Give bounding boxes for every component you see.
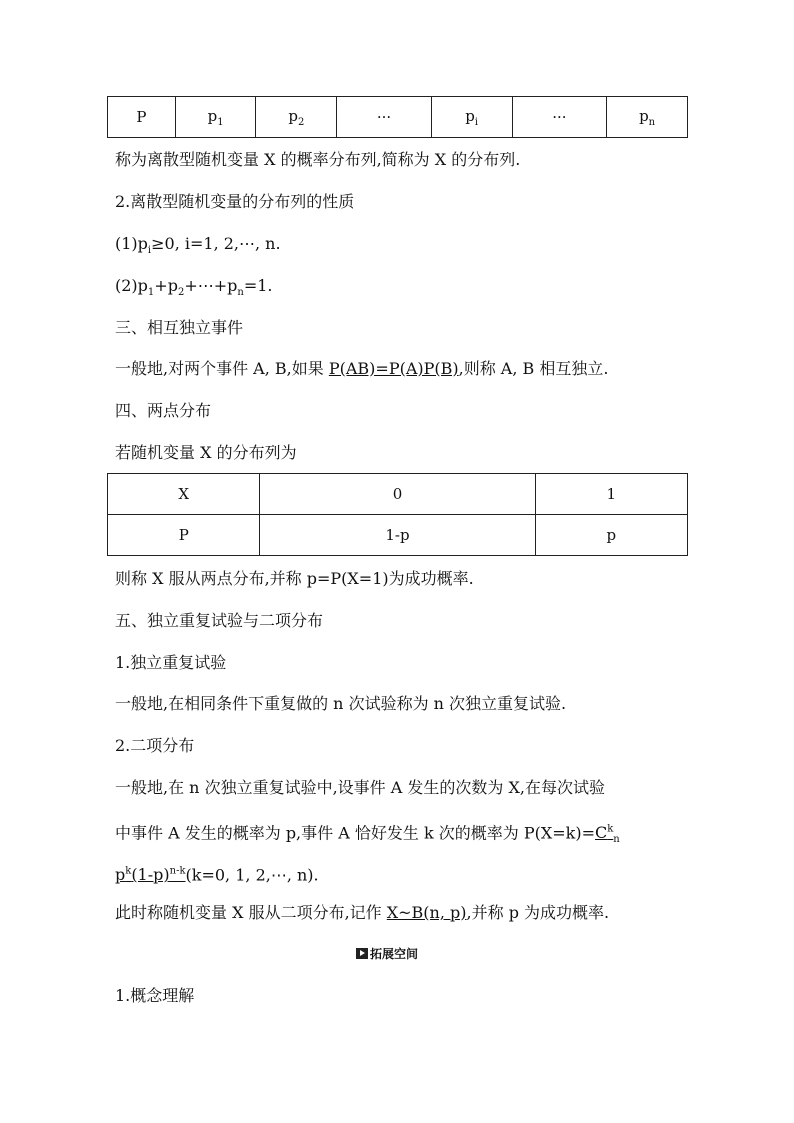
text-line: $(1)p_i\ge 0$, i=1, 2,⋯, n. bbox=[115, 234, 281, 257]
section-heading: 2.二项分布 bbox=[115, 736, 195, 755]
table-cell: ··· bbox=[337, 97, 432, 138]
speaker-icon bbox=[356, 948, 368, 959]
section-heading: 1.独立重复试验 bbox=[115, 653, 227, 672]
text-line: 一般地,对两个事件 A, B,如果 P(AB)=P(A)P(B),则称 A, B 相互独立. bbox=[115, 359, 609, 378]
section-heading: 三、相互独立事件 bbox=[115, 318, 244, 337]
text-line: 中事件 A 发生的概率为 p,事件 A 恰好发生 k 次的概率为 $P(X=k)=C^k_n$ bbox=[115, 823, 620, 846]
section-heading: 五、独立重复试验与二项分布 bbox=[115, 611, 324, 630]
section-heading: 2.离散型随机变量的分布列的性质 bbox=[115, 192, 355, 211]
table-cell: P bbox=[108, 97, 176, 138]
table-cell: $p_1$ bbox=[175, 97, 256, 138]
table-cell: $p_i$ bbox=[431, 97, 512, 138]
table-cell: p bbox=[535, 515, 688, 556]
text-line: 一般地,在 n 次独立重复试验中,设事件 A 发生的次数为 X,在每次试验 bbox=[115, 778, 605, 797]
text-line: 则称 X 服从两点分布,并称 p=P(X=1)为成功概率. bbox=[115, 569, 474, 588]
section-heading: 1.概念理解 bbox=[115, 986, 195, 1005]
extension-badge bbox=[356, 945, 418, 962]
text-line: $(2)p_1+p_2+\cdots+p_n=1$. bbox=[115, 276, 273, 299]
text-line: $p^k(1-p)^{n-k}(k=0$, 1, 2,⋯, n). bbox=[115, 865, 319, 885]
two-point-distribution-table bbox=[107, 473, 688, 556]
text-line: 称为离散型随机变量 X 的概率分布列,简称为 X 的分布列. bbox=[115, 150, 521, 169]
table-cell: X bbox=[108, 474, 260, 515]
table-cell: P bbox=[108, 515, 260, 556]
table-cell: 1-p bbox=[260, 515, 535, 556]
table-row bbox=[108, 474, 688, 515]
text-line: 若随机变量 X 的分布列为 bbox=[115, 443, 297, 462]
table-cell: 0 bbox=[260, 474, 535, 515]
text-line: 一般地,在相同条件下重复做的 n 次试验称为 n 次独立重复试验. bbox=[115, 694, 567, 713]
badge-label: 拓展空间 bbox=[370, 947, 419, 961]
table-cell: 1 bbox=[535, 474, 688, 515]
table-cell: $p_2$ bbox=[256, 97, 337, 138]
table-row bbox=[108, 515, 688, 556]
table-cell: $p_n$ bbox=[607, 97, 688, 138]
section-heading: 四、两点分布 bbox=[115, 401, 212, 420]
table-cell: ··· bbox=[512, 97, 607, 138]
text-line: 此时称随机变量 X 服从二项分布,记作 X~B(n, p),并称 p 为成功概率. bbox=[115, 903, 610, 922]
distribution-table-general bbox=[107, 96, 688, 138]
table-row bbox=[108, 97, 688, 138]
